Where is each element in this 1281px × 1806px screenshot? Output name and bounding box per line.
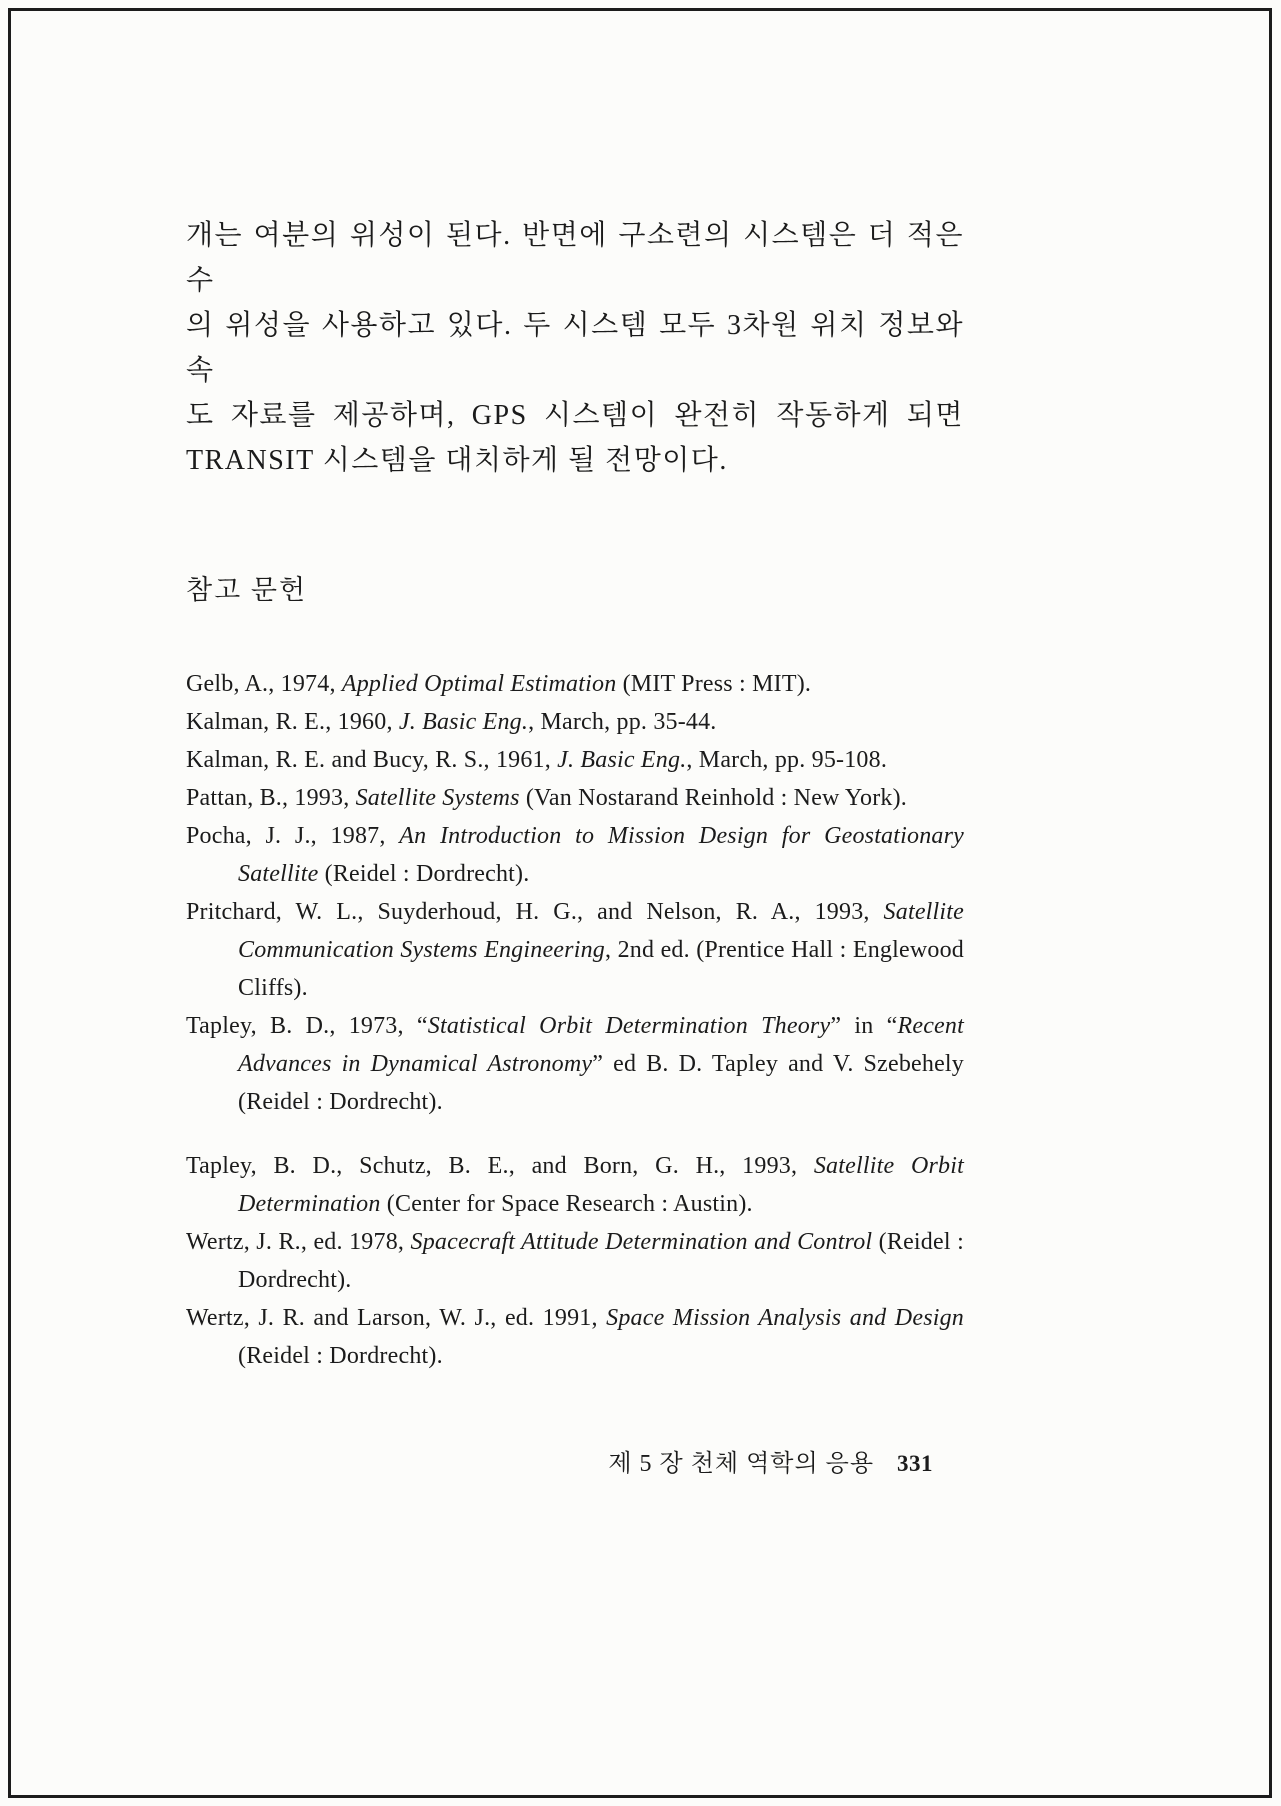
reference-text: Kalman, R. E. and Bucy, R. S., 1961, bbox=[186, 747, 558, 773]
reference-title: Recent Advances in Dynamical Astronomy bbox=[238, 1013, 964, 1077]
reference-title: Applied Optimal Estimation bbox=[341, 671, 617, 697]
reference-entry bbox=[186, 1223, 964, 1299]
reference-text: (Van Nostarand Reinhold : New York). bbox=[519, 785, 907, 811]
reference-text: , March, pp. 35-44. bbox=[528, 709, 717, 735]
reference-entry bbox=[186, 1147, 964, 1223]
reference-text: Pocha, J. J., 1987, bbox=[186, 823, 400, 849]
reference-entry bbox=[186, 703, 964, 741]
reference-text: Kalman, R. E., 1960, bbox=[186, 709, 399, 735]
paragraph bbox=[186, 213, 964, 483]
reference-title: J. Basic Eng. bbox=[398, 709, 529, 735]
reference-title: Satellite Systems bbox=[355, 785, 520, 811]
reference-text: Wertz, J. R., ed. 1978, bbox=[186, 1229, 411, 1255]
reference-text: (Reidel : Dordrecht). bbox=[238, 1229, 964, 1293]
reference-text: Wertz, J. R. and Larson, W. J., ed. 1991, bbox=[186, 1305, 607, 1331]
reference-text: (MIT Press : MIT). bbox=[616, 671, 812, 697]
chapter-title: 제 5 장 천체 역학의 응용 bbox=[608, 1451, 874, 1477]
page-footer bbox=[608, 1443, 933, 1478]
paragraph-line: 도 자료를 제공하며, GPS 시스템이 완전히 작동하게 되면 bbox=[186, 400, 964, 431]
reference-title: Satellite Orbit Determination bbox=[238, 1153, 964, 1217]
reference-entry bbox=[186, 817, 964, 893]
reference-title: Spacecraft Attitude Determination and Control bbox=[410, 1229, 873, 1255]
reference-text: Pattan, B., 1993, bbox=[186, 785, 356, 811]
reference-text: Tapley, B. D., 1973, “ bbox=[186, 1013, 428, 1039]
reference-title: An Introduction to Mission Design for Geostationary Satellite bbox=[238, 823, 964, 887]
reference-text: Pritchard, W. L., Suyderhoud, H. G., and Nelson, R. A., 1993, bbox=[186, 899, 884, 925]
paragraph-line: 의 위성을 사용하고 있다. 두 시스템 모두 3차원 위치 정보와 속 bbox=[186, 310, 964, 386]
reference-text: Gelb, A., 1974, bbox=[186, 671, 342, 697]
reference-entry bbox=[186, 665, 964, 703]
reference-entry bbox=[186, 1299, 964, 1375]
reference-text: (Reidel : Dordrecht). bbox=[238, 1343, 443, 1369]
reference-text: , March, pp. 95-108. bbox=[686, 747, 888, 773]
reference-text: Tapley, B. D., Schutz, B. E., and Born, G. H., 1993, bbox=[186, 1153, 814, 1179]
reference-title: Satellite Communication Systems Engineering bbox=[238, 899, 964, 963]
reference-text: , 2nd ed. (Prentice Hall : Englewood Cliffs). bbox=[238, 937, 964, 1001]
paragraph-line: 개는 여분의 위성이 된다. 반면에 구소련의 시스템은 더 적은 수 bbox=[186, 220, 964, 296]
reference-title: J. Basic Eng. bbox=[557, 747, 687, 773]
reference-title: Statistical Orbit Determination Theory bbox=[427, 1013, 831, 1039]
reference-entry bbox=[186, 1007, 964, 1121]
reference-entry bbox=[186, 741, 964, 779]
reference-text: (Center for Space Research : Austin). bbox=[380, 1191, 753, 1217]
reference-title: Space Mission Analysis and Design bbox=[606, 1305, 964, 1331]
reference-text: ” ed B. D. Tapley and V. Szebehely (Reidel : Dordrecht). bbox=[238, 1051, 964, 1115]
reference-text: ” in “ bbox=[830, 1013, 898, 1039]
reference-entry bbox=[186, 893, 964, 1007]
page-number: 331 bbox=[897, 1451, 933, 1476]
references-heading: 참고 문헌 bbox=[186, 575, 308, 605]
page-content bbox=[186, 0, 964, 1375]
paragraph-line: TRANSIT 시스템을 대치하게 될 전망이다. bbox=[186, 445, 728, 476]
reference-entry bbox=[186, 779, 964, 817]
reference-text: (Reidel : Dordrecht). bbox=[318, 861, 530, 887]
reference-list bbox=[186, 665, 964, 1375]
